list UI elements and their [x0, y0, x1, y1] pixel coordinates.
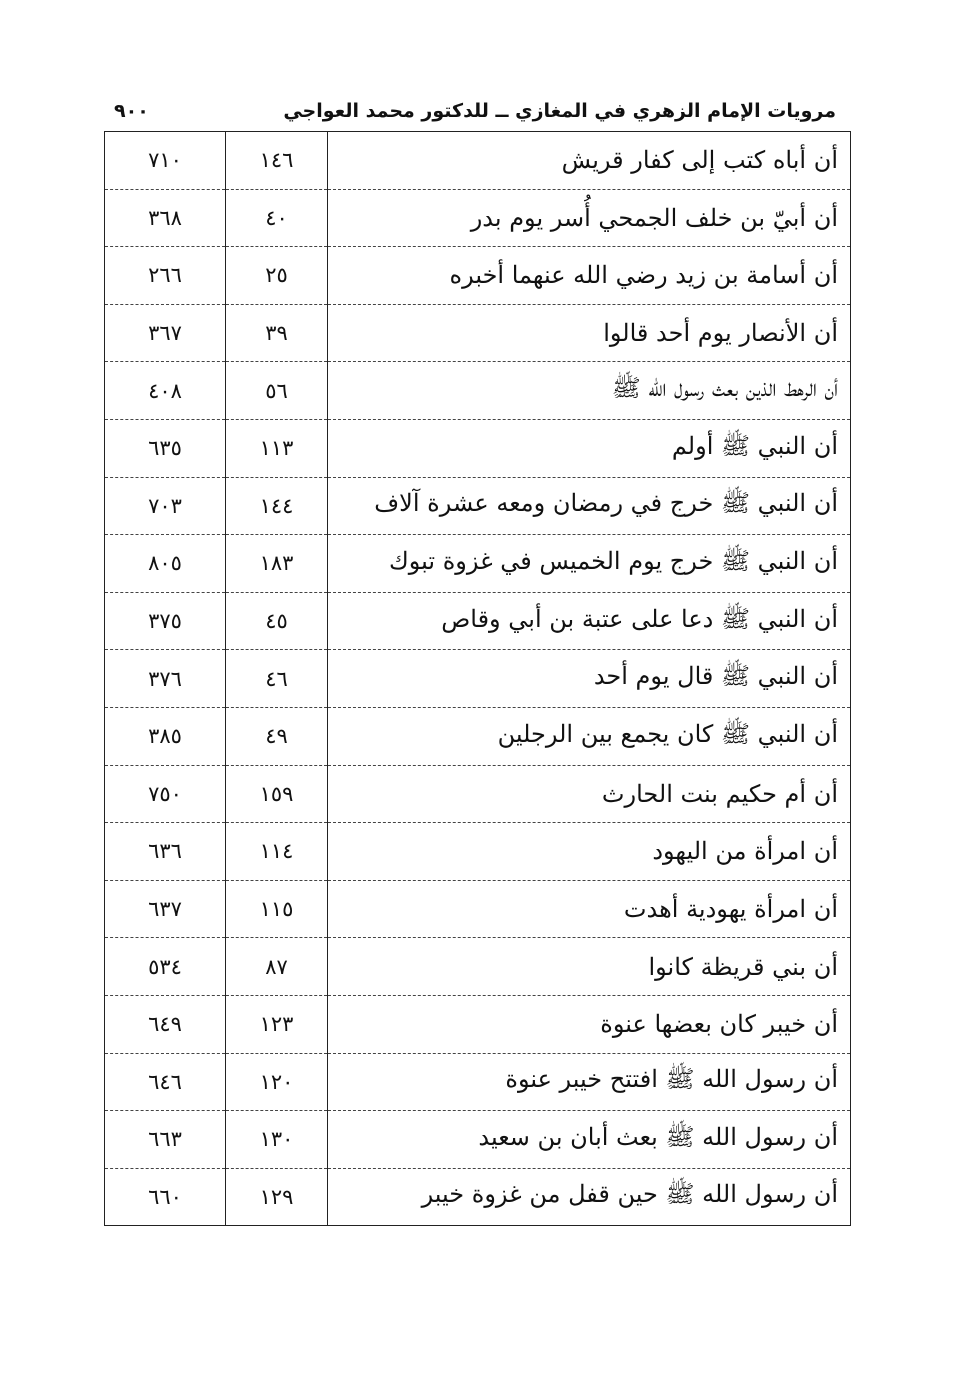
table-row [105, 938, 851, 996]
table-row [105, 707, 851, 765]
table-row [105, 880, 851, 938]
hadith-index-table [104, 131, 851, 1226]
page-number-cell: ٣٦٧ [105, 304, 226, 362]
narration-number-cell: ٨٧ [226, 938, 328, 996]
page-number-cell: ٦٦٠ [105, 1168, 226, 1226]
page-number-cell: ٦٤٩ [105, 995, 226, 1053]
table-row [105, 650, 851, 708]
table-row [105, 592, 851, 650]
table-row [105, 304, 851, 362]
page-number-cell: ٧٠٣ [105, 477, 226, 535]
page-number-cell: ٣٨٥ [105, 707, 226, 765]
page-number-cell: ٣٧٥ [105, 592, 226, 650]
page-number-cell: ٥٣٤ [105, 938, 226, 996]
narration-number-cell: ١٤٤ [226, 477, 328, 535]
page-number-cell: ٣٦٨ [105, 189, 226, 247]
table-row [105, 995, 851, 1053]
table-row [105, 189, 851, 247]
narration-number-cell: ١١٣ [226, 419, 328, 477]
narration-number-cell: ١٣٠ [226, 1111, 328, 1169]
page-number-cell: ٨٠٥ [105, 535, 226, 593]
table-row [105, 477, 851, 535]
narration-number-cell: ٢٥ [226, 247, 328, 305]
hadith-text-cell: أن النبي ﷺ قال يوم أحد [328, 650, 851, 708]
page-number-cell: ٦٦٣ [105, 1111, 226, 1169]
narration-number-cell: ٤٥ [226, 592, 328, 650]
hadith-text-cell: أن أبيّ بن خلف الجمحي أُسر يوم بدر [328, 189, 851, 247]
narration-number-cell: ١٢٠ [226, 1053, 328, 1111]
page-number-cell: ٦٣٥ [105, 419, 226, 477]
hadith-text-cell: أن أباه كتب إلى كفار قريش [328, 132, 851, 190]
table-row [105, 765, 851, 823]
narration-number-cell: ٥٦ [226, 362, 328, 420]
page-number-cell: ٦٣٦ [105, 823, 226, 881]
page-header [104, 98, 836, 132]
page-number-cell: ٦٣٧ [105, 880, 226, 938]
hadith-text-cell: أن امرأة من اليهود [328, 823, 851, 881]
page-number: ٩٠٠ [114, 100, 149, 122]
running-title: مرويات الإمام الزهري في المغازي ــ للدكتور محمد العواجي [283, 100, 836, 122]
hadith-text-cell: أن رسول الله ﷺ بعث أبان بن سعيد [328, 1111, 851, 1169]
hadith-text-cell: أن رسول الله ﷺ افتتح خيبر عنوة [328, 1053, 851, 1111]
narration-number-cell: ١٤٦ [226, 132, 328, 190]
hadith-text-cell: أن النبي ﷺ كان يجمع بين الرجلين [328, 707, 851, 765]
page-number-cell: ٦٤٦ [105, 1053, 226, 1111]
table-row [105, 535, 851, 593]
narration-number-cell: ٤٠ [226, 189, 328, 247]
narration-number-cell: ١٢٣ [226, 995, 328, 1053]
page-number-cell: ٧١٠ [105, 132, 226, 190]
table-row [105, 132, 851, 190]
page-number-cell: ٧٥٠ [105, 765, 226, 823]
hadith-text-cell: أن الرهط الذين بعث رسول الله ﷺ [328, 362, 851, 420]
hadith-text-cell: أن النبي ﷺ خرج يوم الخميس في غزوة تبوك [328, 535, 851, 593]
table-row [105, 1168, 851, 1226]
narration-number-cell: ١٨٣ [226, 535, 328, 593]
narration-number-cell: ٣٩ [226, 304, 328, 362]
narration-number-cell: ١١٤ [226, 823, 328, 881]
table-row [105, 362, 851, 420]
page-number-cell: ٣٧٦ [105, 650, 226, 708]
hadith-text-cell: أن أسامة بن زيد رضي الله عنهما أخبره [328, 247, 851, 305]
hadith-text-cell: أن خيبر كان بعضها عنوة [328, 995, 851, 1053]
table-row [105, 823, 851, 881]
page-number-cell: ٢٦٦ [105, 247, 226, 305]
narration-number-cell: ١٥٩ [226, 765, 328, 823]
narration-number-cell: ١٢٩ [226, 1168, 328, 1226]
table-row [105, 1053, 851, 1111]
narration-number-cell: ٤٩ [226, 707, 328, 765]
narration-number-cell: ٤٦ [226, 650, 328, 708]
hadith-text-cell: أن رسول الله ﷺ حين قفل من غزوة خيبر [328, 1168, 851, 1226]
hadith-text-cell: أن النبي ﷺ خرج في رمضان ومعه عشرة آلاف [328, 477, 851, 535]
hadith-text-cell: أن النبي ﷺ دعا على عتبة بن أبي وقاص [328, 592, 851, 650]
hadith-text-cell: أن بني قريظة كانوا [328, 938, 851, 996]
table-row [105, 247, 851, 305]
hadith-text-cell: أن امرأة يهودية أهدت [328, 880, 851, 938]
page-number-cell: ٤٠٨ [105, 362, 226, 420]
hadith-text-cell: أن النبي ﷺ أولم [328, 419, 851, 477]
narration-number-cell: ١١٥ [226, 880, 328, 938]
table-row [105, 1111, 851, 1169]
hadith-text-cell: أن أم حكيم بنت الحارث [328, 765, 851, 823]
hadith-text-cell: أن الأنصار يوم أحد قالوا [328, 304, 851, 362]
table-row [105, 419, 851, 477]
